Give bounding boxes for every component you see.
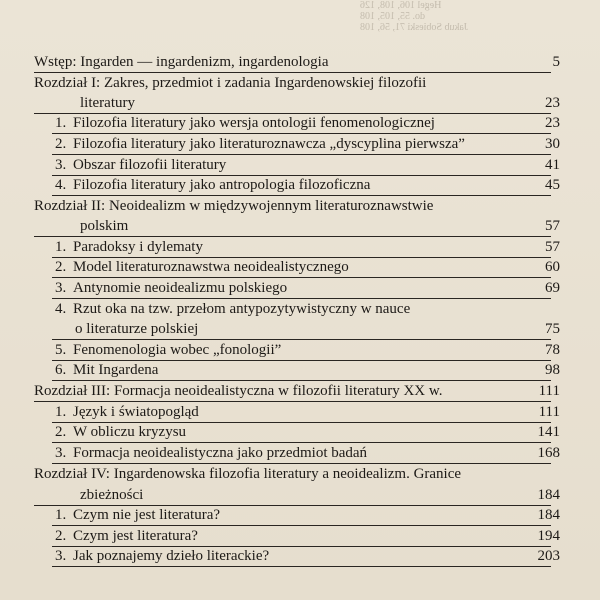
entry-title-continuation: zbieżności bbox=[80, 487, 144, 503]
entry-number: 3. bbox=[55, 280, 67, 296]
toc-section-entry[interactable] bbox=[55, 443, 560, 463]
toc-section-entry[interactable] bbox=[55, 278, 560, 298]
toc-section-entry[interactable] bbox=[55, 113, 560, 133]
entry-title: Jak poznajemy dzieło literackie? bbox=[73, 548, 270, 564]
entry-number: 1. bbox=[55, 115, 67, 131]
entry-number: 1. bbox=[55, 239, 67, 255]
entry-title: Czym nie jest literatura? bbox=[73, 507, 221, 523]
toc-chapter-entry[interactable] bbox=[34, 52, 560, 72]
page-number: 57 bbox=[545, 239, 560, 255]
toc-section-entry[interactable] bbox=[55, 505, 560, 525]
entry-title: Filozofia literatury jako literaturoznawcza „dyscyplina pierwsza” bbox=[73, 136, 465, 152]
entry-title: Rzut oka na tzw. przełom antypozytywistyczny w nauce bbox=[73, 301, 411, 317]
toc-entry-continuation[interactable] bbox=[80, 93, 560, 113]
entry-title: Fenomenologia wobec „fonologii” bbox=[73, 342, 282, 358]
page-number: 111 bbox=[538, 383, 560, 399]
page-number: 69 bbox=[545, 280, 560, 296]
toc-entry-continuation[interactable] bbox=[75, 319, 560, 339]
toc-section-entry[interactable] bbox=[55, 402, 560, 422]
entry-number: 6. bbox=[55, 362, 67, 378]
entry-title-continuation: o literaturze polskiej bbox=[75, 321, 199, 337]
page-number: 141 bbox=[537, 424, 560, 440]
entry-title: Mit Ingardena bbox=[73, 362, 159, 378]
toc-section-entry[interactable] bbox=[55, 422, 560, 442]
entry-number: 4. bbox=[55, 177, 67, 193]
page-number: 45 bbox=[545, 177, 560, 193]
entry-title: Rozdział IV: Ingardenowska filozofia literatury a neoidealizm. Granice bbox=[34, 466, 462, 482]
entry-title: Rozdział I: Zakres, przedmiot i zadania Ingardenowskiej filozofii bbox=[34, 75, 427, 91]
toc-chapter-entry[interactable] bbox=[34, 196, 560, 216]
page-number: 203 bbox=[537, 548, 560, 564]
entry-underline bbox=[52, 566, 551, 567]
entry-title: Filozofia literatury jako wersja ontologii fenomenologicznej bbox=[73, 115, 435, 131]
toc-section-entry[interactable] bbox=[55, 340, 560, 360]
page-number: 98 bbox=[545, 362, 560, 378]
entry-title: Antynomie neoidealizmu polskiego bbox=[73, 280, 288, 296]
entry-title: Rozdział III: Formacja neoidealistyczna w filozofii literatury XX w. bbox=[34, 383, 443, 399]
entry-number: 5. bbox=[55, 342, 67, 358]
entry-number: 1. bbox=[55, 507, 67, 523]
page-number: 184 bbox=[537, 507, 560, 523]
page-number: 111 bbox=[538, 404, 560, 420]
entry-title: W obliczu kryzysu bbox=[73, 424, 187, 440]
entry-number: 1. bbox=[55, 404, 67, 420]
toc-section-entry[interactable] bbox=[55, 546, 560, 566]
page-number: 41 bbox=[545, 157, 560, 173]
page-number: 168 bbox=[537, 445, 560, 461]
entry-number: 3. bbox=[55, 157, 67, 173]
toc-chapter-entry[interactable] bbox=[34, 73, 560, 93]
toc-section-entry[interactable] bbox=[55, 526, 560, 546]
entry-number: 2. bbox=[55, 528, 67, 544]
toc-section-entry[interactable] bbox=[55, 134, 560, 154]
entry-title-continuation: literatury bbox=[80, 95, 135, 111]
entry-number: 2. bbox=[55, 136, 67, 152]
entry-number: 4. bbox=[55, 301, 67, 317]
page-number: 184 bbox=[537, 487, 560, 503]
entry-title: Filozofia literatury jako antropologia filozoficzna bbox=[73, 177, 371, 193]
toc-chapter-entry[interactable] bbox=[34, 464, 560, 484]
entry-number: 2. bbox=[55, 259, 67, 275]
toc-entry-continuation[interactable] bbox=[80, 216, 560, 236]
toc-section-entry[interactable] bbox=[55, 257, 560, 277]
bleed-line: do. 55, 105, 108 bbox=[360, 11, 425, 22]
entry-title: Model literaturoznawstwa neoidealistycznego bbox=[73, 259, 349, 275]
entry-title: Język i światopogląd bbox=[73, 404, 199, 420]
toc-section-entry[interactable] bbox=[55, 299, 560, 319]
page-number: 23 bbox=[545, 95, 560, 111]
page-number: 30 bbox=[545, 136, 560, 152]
page-number: 57 bbox=[545, 218, 560, 234]
toc-section-entry[interactable] bbox=[55, 155, 560, 175]
entry-title-continuation: polskim bbox=[80, 218, 129, 234]
bleed-line: Hegel 106, 108, 126 bbox=[360, 0, 442, 11]
entry-title: Rozdział II: Neoidealizm w międzywojennym literaturoznawstwie bbox=[34, 198, 434, 214]
toc-section-entry[interactable] bbox=[55, 360, 560, 380]
toc-entry-continuation[interactable] bbox=[80, 485, 560, 505]
page-number: 75 bbox=[545, 321, 560, 337]
entry-title: Czym jest literatura? bbox=[73, 528, 198, 544]
entry-number: 3. bbox=[55, 445, 67, 461]
page-number: 78 bbox=[545, 342, 560, 358]
entry-title: Formacja neoidealistyczna jako przedmiot badań bbox=[73, 445, 368, 461]
page-number: 194 bbox=[537, 528, 560, 544]
entry-number: 3. bbox=[55, 548, 67, 564]
page-number: 60 bbox=[545, 259, 560, 275]
toc-section-entry[interactable] bbox=[55, 175, 560, 195]
entry-title: Wstęp: Ingarden — ingardenizm, ingardenologia bbox=[34, 54, 329, 70]
entry-title: Obszar filozofii literatury bbox=[73, 157, 227, 173]
bleed-line: Jakub Sobieski 71, 56, 108 bbox=[360, 22, 468, 33]
toc-chapter-entry[interactable] bbox=[34, 381, 560, 401]
page-number: 5 bbox=[552, 54, 560, 70]
entry-title: Paradoksy i dylematy bbox=[73, 239, 203, 255]
page-number: 23 bbox=[545, 115, 560, 131]
entry-number: 2. bbox=[55, 424, 67, 440]
toc-section-entry[interactable] bbox=[55, 237, 560, 257]
